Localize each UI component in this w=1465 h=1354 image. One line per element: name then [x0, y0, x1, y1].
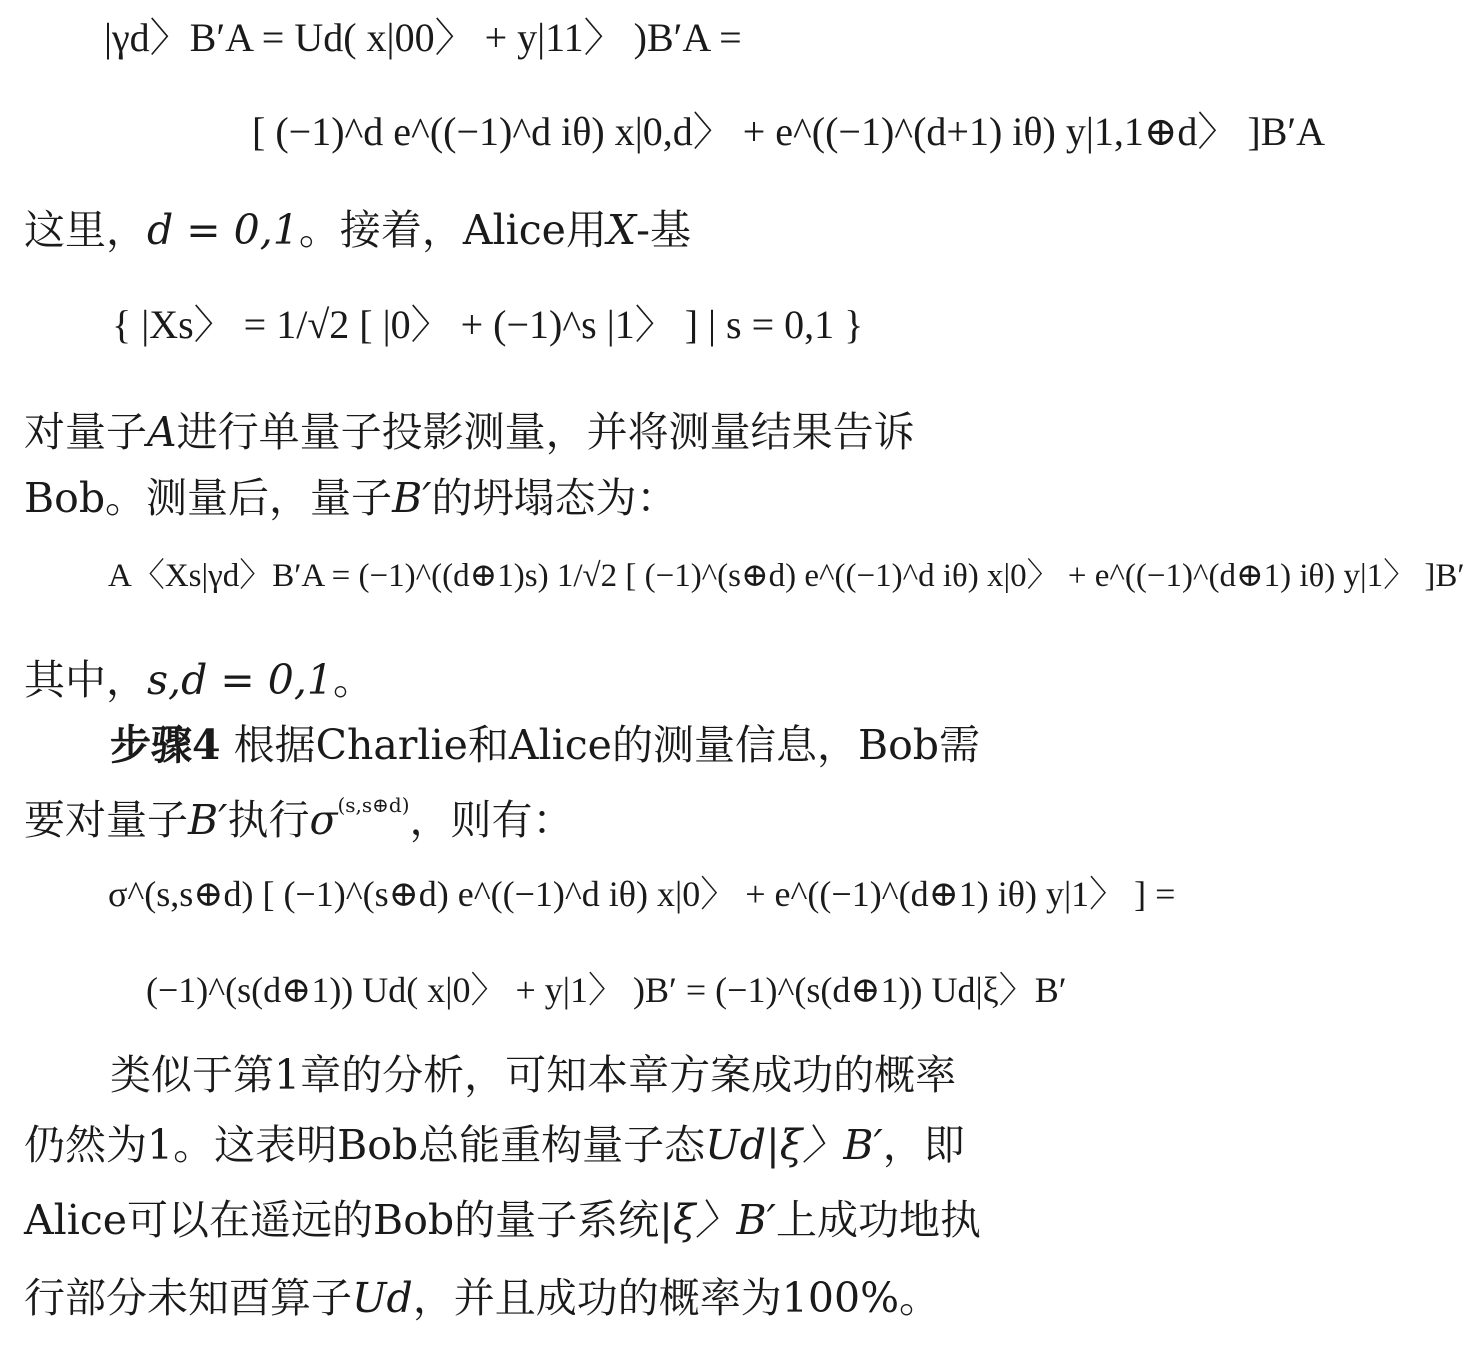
math-inline: σ — [309, 796, 338, 844]
equation-1b: [ (−1)^d e^((−1)^d iθ) x|0,d〉 + e^((−1)^(d+1) iθ) y|1,1⊕d〉 ]B′A — [252, 109, 1326, 154]
text-segment: 这里， — [24, 206, 147, 254]
text-line-3 — [24, 474, 1007, 522]
text-line-10 — [24, 1274, 1007, 1322]
math-inline: B′ — [188, 796, 228, 844]
text-segment: 仍然为1。这表明Bob总能重构量子态 — [24, 1121, 706, 1169]
math-inline: X — [606, 206, 637, 254]
equation-3: A〈Xs|γd〉B′A = (−1)^((d⊕1)s) 1/√2 [ (−1)^(s⊕d) e^((−1)^d iθ) x|0〉 + e^((−1)^(d⊕1) iθ) y|1〉 ]B′ — [108, 558, 1465, 594]
text-segment: ，则有： — [409, 796, 574, 844]
math-inline: Ud — [352, 1274, 413, 1322]
text-line-4 — [24, 656, 1007, 704]
text-segment: 根据Charlie和Alice的测量信息，Bob需 — [233, 721, 981, 769]
text-segment: 对量子 — [24, 408, 147, 456]
equation-4b: (−1)^(s(d⊕1)) Ud( x|0〉 + y|1〉 )B′ = (−1)^(s(d⊕1)) Ud|ξ〉B′ — [146, 970, 1067, 1010]
text-line-9 — [24, 1196, 1007, 1244]
text-segment: 其中， — [24, 656, 147, 704]
text-segment: -基 — [636, 206, 691, 254]
equation-2: { |Xs〉 = 1/√2 [ |0〉 + (−1)^s |1〉 ] | s = 0,1 } — [112, 302, 864, 347]
text-line-7 — [24, 1051, 1007, 1099]
text-segment: 。 — [332, 656, 374, 704]
text-segment: 。接着，Alice用 — [298, 206, 607, 254]
text-segment: 的坍塌态为： — [431, 474, 678, 522]
math-inline: B′ — [392, 474, 432, 522]
math-inline: Ud|ξ〉B′ — [705, 1121, 883, 1169]
text-line-5 — [24, 721, 1007, 769]
text-segment: 执行 — [227, 796, 310, 844]
text-segment: Bob。测量后，量子 — [24, 474, 393, 522]
text-segment: 要对量子 — [24, 796, 188, 844]
text-segment: ，即 — [882, 1121, 965, 1169]
equation-4a: σ^(s,s⊕d) [ (−1)^(s⊕d) e^((−1)^d iθ) x|0〉 + e^((−1)^(d⊕1) iθ) y|1〉 ] = — [108, 874, 1176, 914]
text-line-2 — [24, 408, 1007, 456]
text-segment: ，并且成功的概率为100%。 — [412, 1274, 941, 1322]
text-line-8 — [24, 1121, 1007, 1169]
text-line-6 — [24, 793, 1007, 844]
text-line-1 — [24, 206, 1007, 254]
math-inline: d = 0,1 — [147, 206, 299, 254]
math-inline: A — [147, 408, 177, 456]
text-segment: 进行单量子投影测量，并将测量结果告诉 — [176, 408, 915, 456]
text-segment: Alice可以在遥远的Bob的量子系统 — [24, 1196, 660, 1244]
math-inline: s,d = 0,1 — [147, 656, 333, 704]
equation-1a: |γd〉B′A = Ud( x|00〉 + y|11〉 )B′A = — [104, 15, 742, 60]
text-segment: 类似于第1章的分析，可知本章方案成功的概率 — [110, 1051, 957, 1099]
text-segment: 行部分未知酉算子 — [24, 1274, 352, 1322]
math-inline: |ξ〉B′ — [659, 1196, 776, 1244]
math-superscript: (s,s⊕d) — [337, 793, 410, 817]
text-segment: 上成功地执 — [775, 1196, 981, 1244]
step-heading: 步骤4 — [110, 721, 221, 769]
